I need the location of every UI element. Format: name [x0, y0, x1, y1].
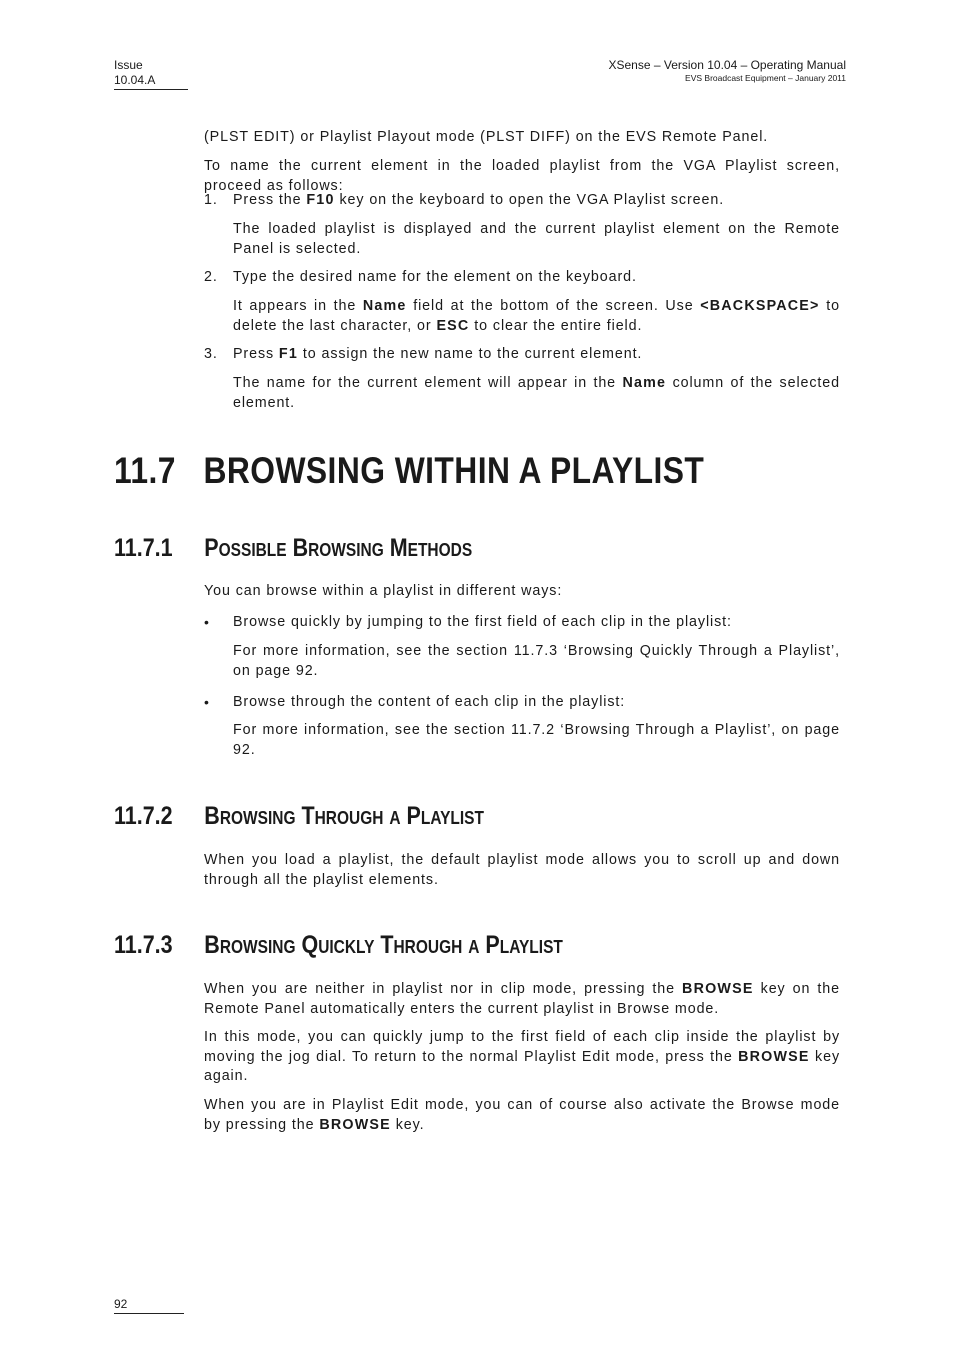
intro-line-2: To name the current element in the loaded playlist from the VGA Playlist screen, proceed as follows: [204, 158, 840, 194]
subsection-1-intro: You can browse within a playlist in different ways: [204, 583, 563, 599]
manual-title: XSense – Version 10.04 – Operating Manual [608, 58, 846, 72]
para-2-b: key again. [204, 1048, 840, 1084]
step-3-detail-a: The name for the current element will appear in the [233, 375, 623, 391]
step-3-pre: Press [233, 346, 279, 362]
step-3-number: 3. [204, 346, 218, 362]
step-3-detail [233, 374, 840, 413]
bullet-1-text: Browse quickly by jumping to the first field of each clip in the playlist: [233, 614, 732, 630]
para-3-a: When you are in Playlist Edit mode, you can of course also activate the Browse mode by pressing the [204, 1097, 840, 1133]
subsection-3-title: Browsing Quickly Through a Playlist [204, 931, 563, 959]
step-1-post: key on the keyboard to open the VGA Playlist screen. [334, 192, 725, 208]
step-3-detail-b: column of the selected element. [233, 375, 840, 411]
subsection-2-number: 11.7.2 [114, 802, 173, 830]
issue-number: 10.04.A [114, 73, 156, 87]
step-1-detail: The loaded playlist is displayed and the current playlist element on the Remote Panel is selected. [233, 221, 840, 257]
subsection-2-text: When you load a playlist, the default playlist mode allows you to scroll up and down through all the playlist elements. [204, 852, 840, 888]
step-2-detail [233, 297, 840, 336]
step-2-detail-d: to clear the entire field. [469, 317, 643, 334]
bullet-icon: • [204, 694, 209, 710]
section-title: BROWSING WITHIN A PLAYLIST [203, 450, 705, 491]
esc-key: ESC [436, 317, 470, 334]
step-1-pre: Press the [233, 192, 307, 208]
bullet-2-text: Browse through the content of each clip in the playlist: [233, 694, 626, 710]
manual-subtitle: EVS Broadcast Equipment – January 2011 [685, 73, 846, 83]
issue-block [114, 58, 188, 90]
step-3-text [233, 345, 840, 365]
subsection-1-title: Possible Browsing Methods [204, 534, 473, 562]
subsection-2-heading [114, 800, 484, 832]
name-key: Name [362, 298, 407, 314]
para-1-a: When you are neither in playlist nor in clip mode, pressing the [204, 981, 683, 997]
browse-key: BROWSE [319, 1116, 391, 1133]
step-3-post: to assign the new name to the current element. [298, 346, 643, 362]
section-heading [114, 448, 704, 494]
subsection-2-title: Browsing Through a Playlist [204, 802, 484, 830]
document-header [609, 58, 847, 84]
subsection-3-heading [114, 929, 563, 961]
page-number: 92 [114, 1297, 184, 1314]
name-column-key: Name [622, 375, 667, 391]
browse-key: BROWSE [682, 981, 754, 997]
backspace-key: <BACKSPACE> [700, 298, 820, 314]
step-2-text: Type the desired name for the element on the keyboard. [233, 269, 637, 285]
step-3-key: F1 [278, 346, 299, 362]
step-2-detail-a: It appears in the [233, 298, 363, 314]
intro-line-1: (PLST EDIT) or Playlist Playout mode (PLST DIFF) on the EVS Remote Panel. [204, 129, 769, 146]
subsection-3-number: 11.7.3 [114, 931, 173, 959]
bullet-2-detail: For more information, see the section 11.7.2 ‘Browsing Through a Playlist’, on page 92. [233, 722, 840, 758]
para-2-a: In this mode, you can quickly jump to the first field of each clip inside the playlist by moving the jog dial. To return to the normal Playlist Edit mode, press the [204, 1029, 840, 1065]
subsection-3-para-1 [204, 980, 840, 1019]
bullet-1-detail: For more information, see the section 11.7.3 ‘Browsing Quickly Through a Playlist’, on page 92. [233, 643, 840, 679]
subsection-3-para-3 [204, 1096, 840, 1135]
browse-key: BROWSE [738, 1048, 810, 1065]
subsection-3-para-2 [204, 1028, 840, 1087]
step-2-number: 2. [204, 269, 218, 285]
step-2-detail-c: to delete the last character, or [233, 298, 840, 334]
section-number: 11.7 [114, 450, 176, 491]
issue-label: Issue [114, 58, 143, 72]
step-1-text [233, 191, 840, 211]
subsection-1-number: 11.7.1 [114, 534, 173, 562]
step-2-detail-b: field at the bottom of the screen. Use [406, 298, 701, 314]
subsection-1-heading [114, 532, 472, 564]
para-1-b: key on the Remote Panel automatically enters the current playlist in Browse mode. [204, 981, 841, 1017]
step-1-key: F10 [306, 192, 335, 208]
para-3-b: key. [390, 1116, 425, 1133]
step-1-number: 1. [204, 192, 218, 208]
bullet-icon: • [204, 614, 209, 630]
